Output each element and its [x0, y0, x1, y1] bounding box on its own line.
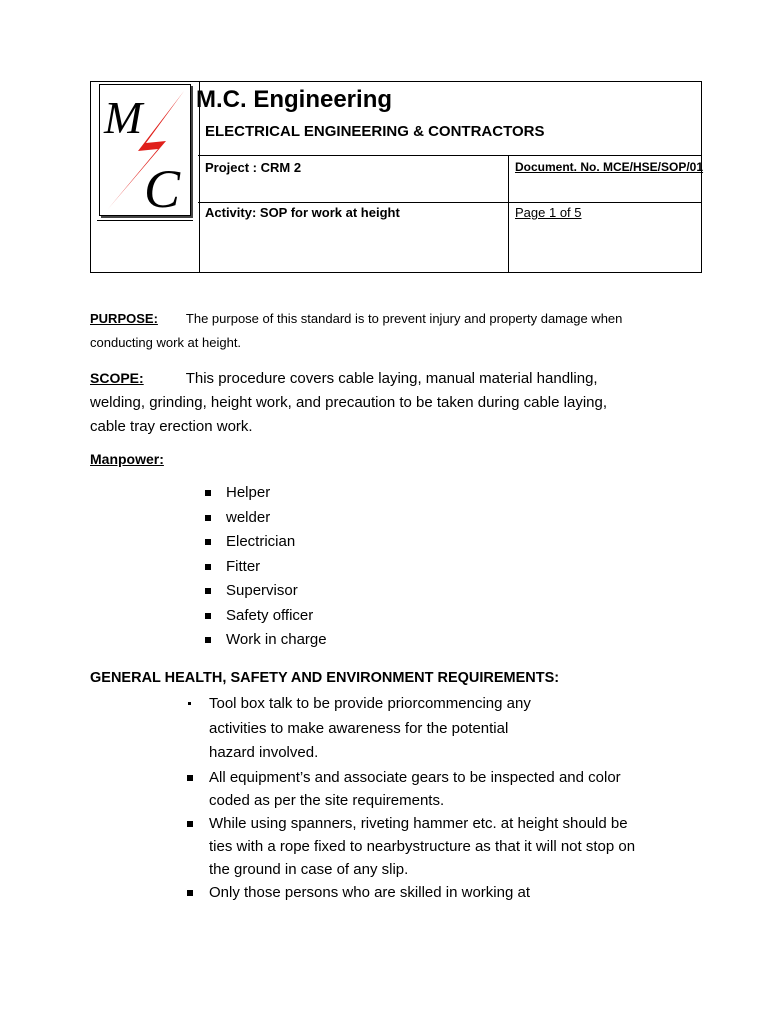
- list-item: Fitter: [205, 555, 327, 580]
- logo-divider: [97, 220, 193, 221]
- logo-letter-c: C: [144, 159, 181, 215]
- activity-label: Activity: SOP for work at height: [205, 205, 400, 220]
- logo-letter-m: M: [104, 92, 143, 143]
- list-item: [187, 812, 697, 881]
- list-item: [187, 766, 697, 812]
- list-item-line: While using spanners, riveting hammer etc. at height should be: [209, 814, 628, 832]
- project-label: Project : CRM 2: [205, 160, 302, 175]
- divider: [508, 155, 509, 273]
- list-item-line: ties with a rope fixed to nearbystructure as that it will not stop on: [209, 837, 636, 855]
- list-item: Helper: [205, 481, 327, 506]
- list-item: [187, 881, 697, 904]
- general-hse-heading: GENERAL HEALTH, SAFETY AND ENVIRONMENT REQUIREMENTS:: [90, 670, 560, 686]
- list-item: Work in charge: [205, 628, 327, 653]
- scope-text-2: welding, grinding, height work, and precaution to be taken during cable laying,: [90, 394, 608, 411]
- scope-label: SCOPE:: [90, 370, 144, 386]
- manpower-label: Manpower:: [90, 451, 164, 467]
- scope-section: [90, 366, 690, 439]
- list-item: Electrician: [205, 530, 327, 555]
- list-item-line: coded as per the site requirements.: [209, 791, 445, 809]
- general-hse-list: [187, 692, 697, 904]
- purpose-label: PURPOSE:: [90, 311, 158, 326]
- logo-cell: [91, 82, 200, 272]
- document-number: Document. No. MCE/HSE/SOP/01: [515, 160, 704, 174]
- manpower-list: [205, 481, 327, 653]
- company-title: M.C. Engineering: [196, 86, 393, 113]
- list-item: welder: [205, 506, 327, 531]
- list-item-line: the ground in case of any slip.: [209, 860, 409, 878]
- list-item-line: activities to make awareness for the potential: [209, 719, 509, 737]
- company-subtitle: ELECTRICAL ENGINEERING & CONTRACTORS: [205, 123, 545, 140]
- document-header-table: [90, 81, 702, 273]
- purpose-section: [90, 307, 690, 355]
- list-item: [187, 692, 697, 766]
- divider: [198, 202, 702, 203]
- purpose-text-1: The purpose of this standard is to prevent injury and property damage when: [185, 311, 623, 326]
- list-item-line: All equipment’s and associate gears to be inspected and color: [209, 768, 621, 786]
- list-item-line: Tool box talk to be provide priorcommencing any: [209, 695, 531, 712]
- purpose-text-2: conducting work at height.: [90, 335, 242, 350]
- list-item-line: Only those persons who are skilled in working at: [209, 883, 530, 901]
- scope-text-3: cable tray erection work.: [90, 418, 253, 435]
- company-logo: [99, 84, 191, 216]
- scope-text-1: This procedure covers cable laying, manual material handling,: [185, 370, 598, 387]
- list-item-line: hazard involved.: [209, 744, 319, 761]
- list-item: Safety officer: [205, 604, 327, 629]
- divider: [198, 155, 702, 156]
- page-number: Page 1 of 5: [515, 205, 582, 220]
- list-item: Supervisor: [205, 579, 327, 604]
